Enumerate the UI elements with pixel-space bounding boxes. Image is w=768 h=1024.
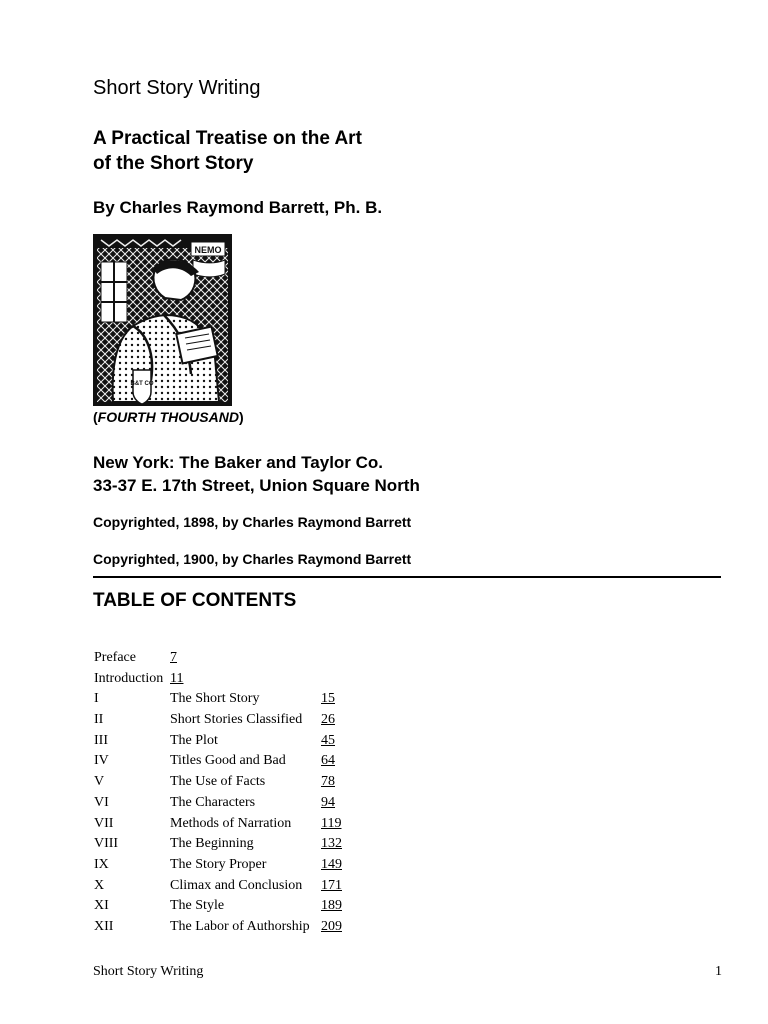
toc-page-link[interactable]: 45 [321, 732, 335, 748]
toc-chapter-title: The Characters [170, 794, 256, 810]
toc-page-link[interactable]: 7 [170, 650, 177, 665]
document-subtitle [93, 126, 362, 176]
toc-chapter-title: The Short Story [170, 691, 260, 707]
toc-page-link[interactable]: 149 [321, 856, 342, 872]
toc-chapter-title: The Story Proper [170, 856, 267, 872]
toc-page-link[interactable]: 78 [321, 774, 335, 790]
subtitle-line-1: A Practical Treatise on the Art [93, 128, 362, 149]
toc-page-link[interactable]: 209 [321, 918, 342, 934]
edition-note: (FOURTH THOUSAND) [93, 409, 244, 425]
toc-page-link[interactable]: 119 [321, 815, 342, 831]
publisher-line-1: New York: The Baker and Taylor Co. [93, 453, 384, 472]
toc-page-link[interactable]: 15 [321, 691, 335, 707]
toc-page-link[interactable]: 11 [170, 670, 184, 686]
toc-chapter-title: The Labor of Authorship [170, 918, 310, 934]
copyright-1898: Copyrighted, 1898, by Charles Raymond Barrett [93, 514, 412, 530]
toc-front-label: Introduction [94, 670, 164, 686]
toc-page-link[interactable]: 94 [321, 794, 335, 810]
toc-page-link[interactable]: 64 [321, 753, 335, 769]
toc-chapter-title: Titles Good and Bad [170, 753, 286, 769]
horizontal-rule [93, 576, 721, 578]
frontispiece-banner [195, 245, 222, 255]
toc-chapter-number: XI [94, 898, 109, 914]
toc-chapter-number: VII [94, 815, 114, 831]
edition-note-text: FOURTH THOUSAND [97, 409, 239, 425]
toc-chapter-title: Short Stories Classified [170, 712, 303, 728]
toc-front-label: Preface [94, 650, 136, 665]
copyright-1900: Copyrighted, 1900, by Charles Raymond Barrett [93, 551, 412, 567]
toc-chapter-number: II [94, 712, 104, 728]
frontispiece-seal-text: B&T CO [130, 381, 154, 387]
toc-chapter-number: X [94, 877, 105, 893]
toc-chapter-title: The Beginning [170, 836, 254, 852]
toc-chapter-title: The Use of Facts [170, 774, 266, 790]
footer-title: Short Story Writing [93, 964, 204, 979]
toc-page-link[interactable]: 171 [321, 877, 342, 893]
toc-chapter-number: VIII [94, 836, 119, 852]
toc-chapter-number: IV [94, 753, 109, 769]
frontispiece-banner-text: NEMO [194, 245, 222, 255]
toc-chapter-number: I [94, 691, 99, 707]
toc-chapter-number: III [94, 732, 108, 748]
toc-chapter-number: V [94, 774, 105, 790]
toc-chapter-number: IX [94, 856, 109, 872]
frontispiece-seal [131, 381, 154, 387]
document-title: Short Story Writing [93, 77, 261, 99]
toc-chapter-title: The Plot [170, 732, 218, 748]
frontispiece-image [93, 234, 232, 406]
toc-chapter-title: The Style [170, 898, 225, 914]
footer-page-number: 1 [715, 964, 722, 979]
toc-chapter-number: VI [94, 794, 109, 810]
subtitle-line-2: of the Short Story [93, 153, 254, 174]
toc-heading: TABLE OF CONTENTS [93, 590, 297, 611]
publisher-block [93, 451, 420, 497]
toc-page-link[interactable]: 189 [321, 898, 342, 914]
toc-chapter-title: Methods of Narration [170, 815, 292, 831]
publisher-line-2: 33-37 E. 17th Street, Union Square North [93, 476, 420, 495]
toc-chapter-title: Climax and Conclusion [170, 877, 303, 893]
toc-page-link[interactable]: 132 [321, 836, 342, 852]
toc-chapter-number: XII [94, 918, 114, 934]
toc-page-link[interactable]: 26 [321, 712, 335, 728]
author-line: By Charles Raymond Barrett, Ph. B. [93, 198, 383, 217]
